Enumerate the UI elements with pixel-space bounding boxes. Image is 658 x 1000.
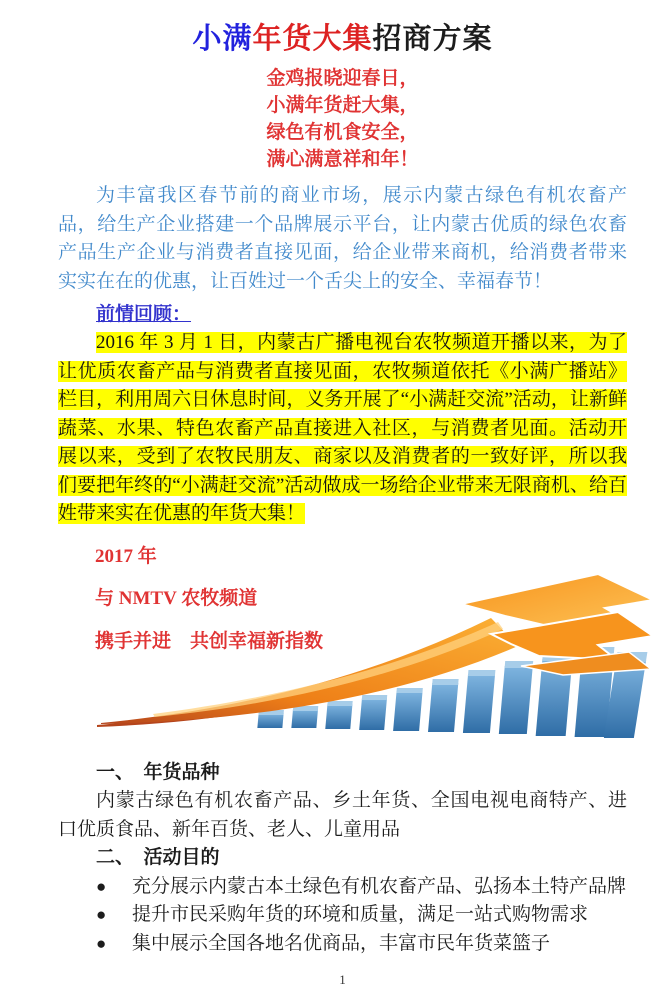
poem-line: 小满年货赶大集，	[266, 95, 419, 116]
title-part-blue: 小满	[192, 23, 253, 55]
bullet-item	[58, 930, 627, 959]
poem-line: 金鸡报晓迎春日，	[266, 68, 419, 89]
slogan-line-year: 2017 年	[95, 545, 157, 567]
poem-line: 满心满意祥和年！	[266, 149, 419, 170]
poem-line: 绿色有机食安全，	[266, 122, 419, 143]
section-heading-purpose: 二、 活动目的	[96, 847, 220, 868]
bullet-item	[58, 873, 627, 902]
bullet-text: 集中展示全国各地名优商品，丰富市民年货菜篮子	[132, 932, 551, 954]
opening-poem	[58, 65, 627, 173]
bullet-item	[58, 901, 627, 930]
slogan-and-graphic-block	[58, 542, 627, 739]
intro-paragraph: 为丰富我区春节前的商业市场，展示内蒙古绿色有机农畜产品，给生产企业搭建一个品牌展示平台，让内蒙古优质的绿色农畜产品生产企业与消费者直接见面，给企业带来商机，给消费者带来实实在在的优惠，让百姓过一个舌尖上的安全、幸福春节！	[58, 185, 627, 292]
page-title	[58, 20, 627, 58]
purpose-bullet-list	[58, 873, 627, 959]
bullet-icon: ●	[96, 905, 107, 924]
section-heading-goods: 一、 年货品种	[96, 761, 220, 783]
highlighted-text: 2016 年 3 月 1 日，内蒙古广播电视台农牧频道开播以来，为了让优质农畜产品与消费者直接见面，农牧频道依托《小满广播站》栏目，利用周六日休息时间，义务开展了“小满赶交流”活动，让新鲜蔬菜、水果、特色农畜产品直接进入社区，与消费者见面。活动开展以来，受到了农牧民朋友、商家以及消费者的一致好评，所以我们要把年终的“小满赶交流”活动做成一场给企业带来无限商机、给百姓带来实在优惠的年货大集！	[58, 332, 627, 524]
title-part-red: 年货大集	[252, 23, 373, 55]
bullet-icon: ●	[96, 933, 107, 953]
bullet-icon: ●	[96, 876, 107, 896]
review-highlighted-paragraph	[58, 329, 627, 529]
slogan-line-channel: 与 NMTV 农牧频道	[95, 587, 258, 609]
section-goods-body: 内蒙古绿色有机农畜产品、乡土年货、全国电视电商特产、进口优质食品、新年百货、老人、儿童用品	[58, 790, 627, 840]
bullet-text: 充分展示内蒙古本土绿色有机农畜产品、弘扬本土特产品牌	[132, 875, 627, 897]
bullet-text: 提升市民采购年货的环境和质量，满足一站式购物需求	[132, 904, 589, 925]
page-number: 1	[339, 972, 346, 987]
slogan-line-motto: 携手并进 共创幸福新指数	[95, 630, 324, 652]
title-part-black: 招商方案	[372, 23, 493, 55]
review-heading: 前情回顾：	[96, 304, 192, 325]
